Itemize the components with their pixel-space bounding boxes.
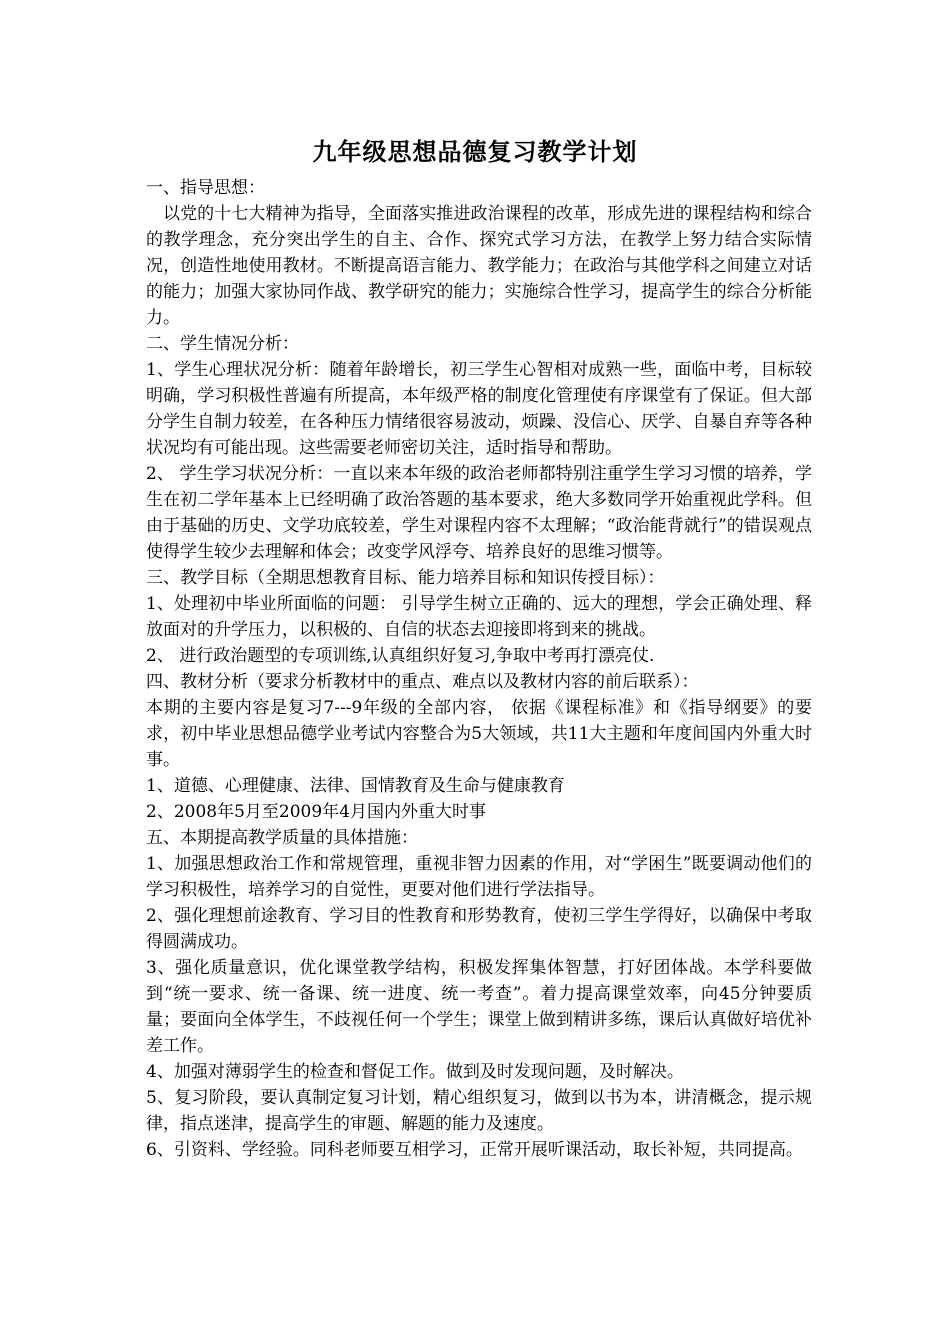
paragraph-goal-2: 2、 进行政治题型的专项训练,认真组织好复习,争取中考再打漂亮仗. xyxy=(146,646,655,666)
document-body xyxy=(146,175,812,1163)
paragraph-goal-1: 1、处理初中毕业所面临的问题： 引导学生树立正确的、远大的理想，学会正确处理、释放面对的升学压力，以积极的、自信的状态去迎接即将到来的挑战。 xyxy=(146,594,812,640)
heading-measures: 五、本期提高教学质量的具体措施： xyxy=(146,828,418,848)
paragraph-textbook-item-2: 2、2008年5月至2009年4月国内外重大时事 xyxy=(146,802,486,822)
paragraph-learning-analysis: 2、 学生学习状况分析：一直以来本年级的政治老师都特别注重学生学习习惯的培养，学生在初二学年基本上已经明确了政治答题的基本要求，绝大多数同学开始重视此学科。但由于基础的历史、文学功底较差，学生对课程内容不太理解；“政治能背就行”的错误观点使得学生较少去理解和体会；改变学风浮夸、培养良好的思维习惯等。 xyxy=(146,464,812,562)
paragraph-textbook-content: 本期的主要内容是复习7---9年级的全部内容， 依据《课程标准》和《指导纲要》的要求，初中毕业思想品德学业考试内容整合为5大领域，共11大主题和年度间国内外重大时事。 xyxy=(146,698,812,770)
paragraph-measure-3: 3、强化质量意识，优化课堂教学结构，积极发挥集体智慧，打好团体战。本学科要做到“统一要求、统一备课、统一进度、统一考查”。着力提高课堂效率，向45分钟要质量；要面向全体学生，不歧视任何一个学生；课堂上做到精讲多练，课后认真做好培优补差工作。 xyxy=(146,958,812,1056)
paragraph-measure-4: 4、加强对薄弱学生的检查和督促工作。做到及时发现问题，及时解决。 xyxy=(146,1062,684,1082)
paragraph-psychology-analysis: 1、学生心理状况分析：随着年龄增长，初三学生心智相对成熟一些，面临中考，目标较明确，学习积极性普遍有所提高，本年级严格的制度化管理使有序课堂有了保证。但大部分学生自制力较差，在各种压力情绪很容易波动，烦躁、没信心、厌学、自暴自弃等各种状况均有可能出现。这些需要老师密切关注，适时指导和帮助。 xyxy=(146,360,812,458)
paragraph-measure-1: 1、加强思想政治工作和常规管理，重视非智力因素的作用，对“学困生”既要调动他们的学习积极性，培养学习的自觉性，更要对他们进行学法指导。 xyxy=(146,854,812,900)
heading-guiding-ideology: 一、指导思想： xyxy=(146,178,265,198)
paragraph-guiding-ideology: 以党的十七大精神为指导，全面落实推进政治课程的改革，形成先进的课程结构和综合的教学理念，充分突出学生的自主、合作、探究式学习方法，在教学上努力结合实际情况，创造性地使用教材。不断提高语言能力、教学能力；在政治与其他学科之间建立对话的能力；加强大家协同作战、教学研究的能力；实施综合性学习，提高学生的综合分析能力。 xyxy=(146,204,812,328)
heading-teaching-goals: 三、教学目标（全期思想教育目标、能力培养目标和知识传授目标）： xyxy=(146,568,665,588)
heading-textbook-analysis: 四、教材分析（要求分析教材中的重点、难点以及教材内容的前后联系）： xyxy=(146,672,699,692)
paragraph-textbook-item-1: 1、道德、心理健康、法律、国情教育及生命与健康教育 xyxy=(146,776,565,796)
paragraph-measure-6: 6、引资料、学经验。同科老师要互相学习，正常开展听课活动，取长补短，共同提高。 xyxy=(146,1140,803,1160)
heading-student-analysis: 二、学生情况分析： xyxy=(146,334,299,354)
document-title: 九年级思想品德复习教学计划 xyxy=(312,137,638,166)
paragraph-measure-5: 5、复习阶段，要认真制定复习计划，精心组织复习，做到以书为本，讲清概念，提示规律，指点迷津，提高学生的审题、解题的能力及速度。 xyxy=(146,1088,812,1134)
paragraph-measure-2: 2、强化理想前途教育、学习目的性教育和形势教育，使初三学生学得好，以确保中考取得圆满成功。 xyxy=(146,906,812,952)
